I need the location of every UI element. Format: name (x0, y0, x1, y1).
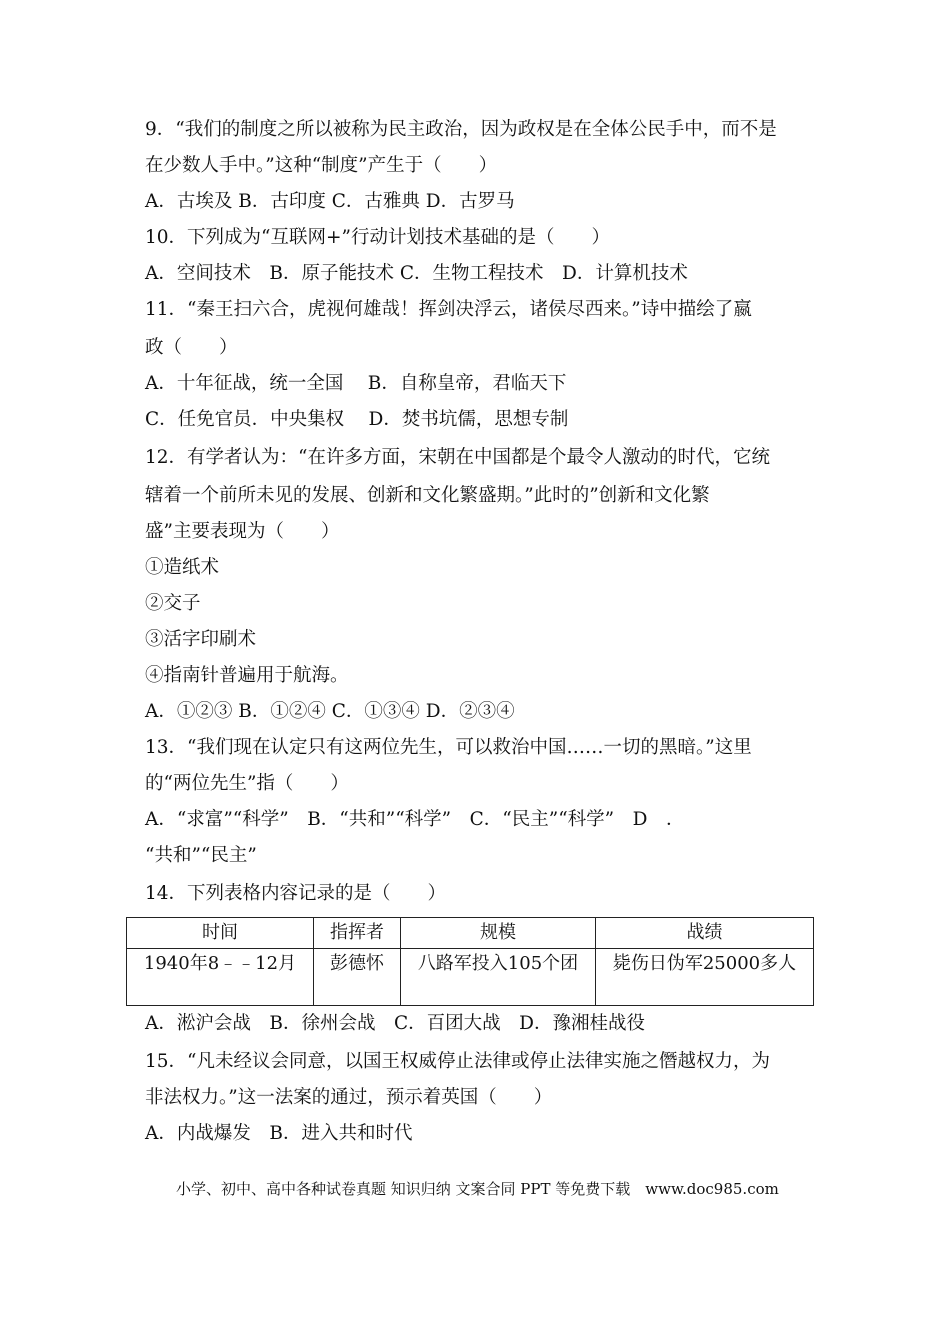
q12-stem-line1: 12．有学者认为：“在许多方面，宋朝在中国都是个最令人激动的时代，它统 (145, 447, 771, 468)
q15-stem-line2: 非法权力。”这一法案的通过，预示着英国（ ） (145, 1087, 553, 1108)
q12-stem-line3: 盛”主要表现为（ ） (145, 521, 340, 542)
q12-stem-line2: 辖着一个前所未见的发展、创新和文化繁盛期。”此时的”创新和文化繁 (145, 485, 710, 506)
q13-options-line2: “共和”“民主” (145, 845, 257, 866)
q11-options-cd: C．任免官员．中央集权 D．焚书坑儒，思想专制 (145, 409, 569, 430)
q15-stem-line1: 15．“凡未经议会同意，以国王权威停止法律或停止法律实施之僭越权力，为 (145, 1051, 771, 1072)
q12-item-4: ④指南针普遍用于航海。 (145, 665, 349, 686)
table-header-cell: 时间 (127, 918, 314, 949)
page-footer: 小学、初中、高中各种试卷真题 知识归纳 文案合同 PPT 等免费下载 www.doc985.com (176, 1180, 779, 1198)
q9-stem-line2: 在少数人手中。”这种“制度”产生于（ ） (145, 155, 498, 176)
q10-stem: 10．下列成为“互联网+”行动计划技术基础的是（ ） (145, 227, 610, 248)
table-header-cell: 战绩 (596, 918, 814, 949)
q13-options-line1: A．“求富”“科学” B．“共和”“科学” C．“民主”“科学” D ． (145, 809, 685, 830)
table-cell-time: 1940年8﹣﹣12月 (127, 949, 314, 1006)
table-cell-result: 毙伤日伪军25000多人 (596, 949, 814, 1006)
q14-options: A．淞沪会战 B．徐州会战 C．百团大战 D．豫湘桂战役 (145, 1013, 645, 1034)
table-header-cell: 规模 (401, 918, 596, 949)
q10-options: A．空间技术 B．原子能技术 C．生物工程技术 D．计算机技术 (145, 263, 688, 284)
q14-table (126, 917, 814, 1006)
table-cell-commander: 彭德怀 (314, 949, 401, 1006)
q11-options-ab: A．十年征战，统一全国 B．自称皇帝，君临天下 (145, 373, 567, 394)
table-header-row (127, 918, 814, 949)
q12-item-1: ①造纸术 (145, 557, 220, 578)
q14-stem: 14．下列表格内容记录的是（ ） (145, 883, 447, 904)
q12-options: A．①②③ B．①②④ C．①③④ D．②③④ (145, 701, 515, 722)
q11-stem-line1: 11．“秦王扫六合，虎视何雄哉！挥剑决浮云，诸侯尽西来。”诗中描绘了嬴 (145, 299, 752, 320)
table-header-cell: 指挥者 (314, 918, 401, 949)
q13-stem-line1: 13．“我们现在认定只有这两位先生，可以救治中国……一切的黑暗。”这里 (145, 737, 752, 758)
q9-stem-line1: 9．“我们的制度之所以被称为民主政治，因为政权是在全体公民手中，而不是 (145, 119, 777, 140)
table-row (127, 949, 814, 1006)
q12-item-2: ②交子 (145, 593, 201, 614)
q9-options: A．古埃及 B．古印度 C．古雅典 D．古罗马 (145, 191, 515, 212)
q15-options: A．内战爆发 B．进入共和时代 (145, 1123, 413, 1144)
q13-stem-line2: 的“两位先生”指（ ） (145, 773, 349, 794)
table-cell-scale: 八路军投入105个团 (401, 949, 596, 1006)
q12-item-3: ③活字印刷术 (145, 629, 257, 650)
q11-stem-line2: 政（ ） (145, 337, 238, 358)
